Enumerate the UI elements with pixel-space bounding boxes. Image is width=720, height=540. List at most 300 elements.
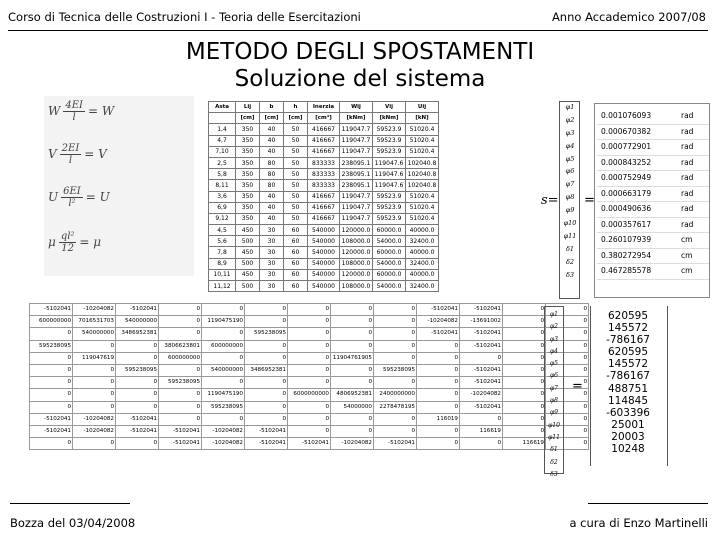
dof-symbol: δ3 [565, 270, 575, 279]
matrix-cell: 540000000 [73, 328, 116, 340]
beam-cell: 60000.0 [373, 225, 406, 236]
dof-symbol: φ5 [565, 154, 575, 163]
beam-cell: 102040.8 [406, 180, 439, 191]
matrix-row [30, 352, 589, 364]
displacement-value: 0.000663179 [601, 188, 652, 198]
matrix-cell: 0 [374, 377, 417, 389]
matrix-cell: 0 [116, 377, 159, 389]
beam-cell: 60 [284, 281, 308, 292]
beam-cell: 60 [284, 247, 308, 258]
matrix-cell: -10204082 [73, 304, 116, 316]
displacement-unit: rad [681, 188, 694, 198]
dof-symbol: δ1 [565, 244, 575, 253]
beam-cell: 6,9 [209, 202, 236, 213]
displacement-unit: cm [681, 266, 693, 275]
force-value: 488751 [607, 382, 649, 395]
matrix-cell: 0 [245, 413, 288, 425]
matrix-cell: 0 [288, 328, 331, 340]
matrix-cell: 0 [116, 389, 159, 401]
matrix-cell: 0 [546, 389, 589, 401]
academic-year: Anno Accademico 2007/08 [551, 10, 706, 24]
beam-cell: 60 [284, 225, 308, 236]
beam-row [209, 269, 439, 280]
dof-symbol: φ1 [565, 103, 575, 111]
beam-cell: 120000.0 [340, 247, 373, 258]
beam-cell: 40000.0 [406, 247, 439, 258]
matrix-cell: 0 [288, 425, 331, 437]
beam-cell: 416667 [308, 124, 340, 135]
force-dof-symbol: φ8 [549, 397, 559, 405]
formula-w: W $\frac{4EI}{l}$ = W [48, 100, 115, 123]
beam-cell: 40000.0 [406, 225, 439, 236]
beam-row [209, 169, 439, 180]
matrix-cell: 0 [331, 413, 374, 425]
matrix-cell: 0 [331, 316, 374, 328]
matrix-row [30, 413, 589, 425]
matrix-cell: 600000000 [159, 352, 202, 364]
beam-row [209, 180, 439, 191]
matrix-cell: 0 [288, 304, 331, 316]
matrix-cell: 0 [159, 389, 202, 401]
matrix-cell: 595238095 [116, 364, 159, 376]
matrix-cell: 0 [503, 377, 546, 389]
displacement-row [597, 125, 709, 141]
matrix-cell: 0 [546, 401, 589, 413]
matrix-cell: 0 [288, 401, 331, 413]
matrix-cell: 0 [417, 401, 460, 413]
matrix-cell: 0 [546, 438, 589, 450]
beam-cell: 30 [260, 258, 284, 269]
matrix-cell: -5102041 [417, 304, 460, 316]
force-values [593, 310, 663, 455]
beam-cell: 32400.0 [406, 258, 439, 269]
matrix-cell: 116619 [460, 425, 503, 437]
beam-cell: 350 [236, 213, 260, 224]
matrix-cell: 595238095 [30, 340, 73, 352]
displacement-unit: rad [681, 204, 694, 213]
beam-cell: 8,11 [209, 180, 236, 191]
displacement-value: 0.467285578 [601, 266, 652, 275]
matrix-cell: 0 [116, 340, 159, 352]
matrix-cell: -10204082 [331, 438, 374, 450]
matrix-cell: 116619 [503, 438, 546, 450]
beam-cell: 119047.6 [373, 180, 406, 191]
beam-cell: 119047.6 [373, 157, 406, 168]
beam-cell: 54000.0 [373, 236, 406, 247]
matrix-cell: 116019 [417, 413, 460, 425]
matrix-cell: 0 [245, 377, 288, 389]
beam-cell: 450 [236, 247, 260, 258]
dof-symbol: φ6 [565, 167, 575, 176]
force-dof-symbol: δ1 [550, 446, 558, 454]
matrix-cell: -10204082 [417, 316, 460, 328]
matrix-cell: 0 [546, 364, 589, 376]
displacement-row [597, 109, 709, 125]
matrix-cell: 0 [374, 352, 417, 364]
force-value: 620595 [607, 346, 649, 359]
matrix-cell: 0 [202, 377, 245, 389]
beam-cell: 350 [236, 135, 260, 146]
matrix-cell: 0 [460, 352, 503, 364]
beam-cell: 51020.4 [406, 124, 439, 135]
matrix-cell: 0 [288, 340, 331, 352]
beam-cell: 102040.8 [406, 157, 439, 168]
matrix-row [30, 425, 589, 437]
displacement-value: 0.260107939 [601, 235, 652, 244]
matrix-cell: 0 [116, 401, 159, 413]
beam-cell: 40 [260, 191, 284, 202]
matrix-cell: -5102041 [460, 304, 503, 316]
beam-cell: 238095.1 [340, 169, 373, 180]
footer-rule-left [10, 503, 130, 504]
beam-cell: 54000.0 [373, 258, 406, 269]
beam-cell: 59523.9 [373, 146, 406, 157]
matrix-cell: 0 [116, 438, 159, 450]
displacement-unit: cm [681, 235, 693, 244]
displacement-value: 0.000772901 [601, 142, 652, 151]
col-inertia: Inerzia [308, 102, 340, 113]
displacement-unit: rad [681, 111, 694, 120]
beam-header-row [209, 102, 439, 113]
matrix-cell: -5102041 [460, 377, 503, 389]
formula-mu: μ $\frac{\text{ql²}}{12}$ = μ [48, 231, 102, 254]
beam-cell: 40 [260, 213, 284, 224]
matrix-row [30, 304, 589, 316]
displacement-value: 0.000752949 [601, 173, 652, 182]
matrix-cell: 0 [503, 352, 546, 364]
s-vector-label: s= [541, 193, 559, 208]
force-dof-symbol: φ4 [549, 347, 559, 355]
unit-cell: [cm] [236, 113, 260, 124]
matrix-cell: -5102041 [159, 425, 202, 437]
matrix-cell: 0 [503, 340, 546, 352]
matrix-cell: -10204082 [460, 389, 503, 401]
beam-row [209, 157, 439, 168]
displacement-row [597, 249, 709, 265]
beam-row [209, 202, 439, 213]
matrix-cell: -5102041 [245, 425, 288, 437]
dof-symbol: φ11 [563, 231, 577, 240]
matrix-cell: 595238095 [374, 364, 417, 376]
beam-cell: 80 [260, 180, 284, 191]
dof-symbol: δ2 [565, 257, 575, 266]
displacement-unit: rad [681, 142, 694, 151]
force-value: -786167 [606, 334, 650, 347]
formula-u: U $\frac{6EI}{\text{l²}}$ = U [48, 186, 110, 209]
matrix-cell: 0 [417, 364, 460, 376]
beam-cell: 50 [284, 135, 308, 146]
force-dof-symbol: φ1 [549, 311, 559, 318]
displacement-value: 0.000843252 [601, 157, 652, 167]
beam-row [209, 225, 439, 236]
beam-cell: 833333 [308, 169, 340, 180]
matrix-cell: 0 [73, 340, 116, 352]
force-value: 10248 [611, 443, 645, 456]
dof-symbol: φ4 [565, 141, 575, 150]
force-value: 114845 [607, 394, 649, 407]
beam-cell: 350 [236, 146, 260, 157]
beam-cell: 30 [260, 281, 284, 292]
beam-row [209, 146, 439, 157]
matrix-cell: 0 [245, 340, 288, 352]
force-value: 20003 [611, 430, 645, 443]
matrix-cell: 0 [374, 316, 417, 328]
author-credit: a cura di Enzo Martinelli [569, 516, 708, 530]
beam-cell: 50 [284, 157, 308, 168]
displacement-unit: rad [681, 219, 694, 229]
beam-cell: 50 [284, 146, 308, 157]
displacement-row [597, 171, 709, 187]
matrix-cell: -5102041 [460, 340, 503, 352]
beam-cell: 119047.7 [340, 191, 373, 202]
formula-v: V $\frac{2EI}{l}$ = V [48, 143, 107, 166]
beam-cell: 11,12 [209, 281, 236, 292]
matrix-cell: 0 [73, 377, 116, 389]
displacement-unit: rad [681, 126, 694, 136]
matrix-cell: 1190475190 [202, 389, 245, 401]
displacement-value: 0.000670382 [601, 126, 652, 136]
beam-cell: 540000 [308, 236, 340, 247]
displacement-unit: rad [681, 157, 694, 167]
matrix-cell: 0 [288, 316, 331, 328]
col-asta: Asta [209, 102, 236, 113]
matrix-cell: 0 [331, 340, 374, 352]
beam-cell: 2,5 [209, 157, 236, 168]
matrix-cell: 0 [245, 316, 288, 328]
col-w: Wij [340, 102, 373, 113]
beam-cell: 119047.7 [340, 135, 373, 146]
matrix-cell: 0 [30, 352, 73, 364]
beam-cell: 9,12 [209, 213, 236, 224]
beam-row [209, 258, 439, 269]
matrix-cell: -5102041 [374, 438, 417, 450]
beam-cell: 500 [236, 281, 260, 292]
matrix-cell: 0 [159, 413, 202, 425]
col-height: h [284, 102, 308, 113]
stiffness-matrix [29, 303, 589, 450]
beam-cell: 540000 [308, 258, 340, 269]
beam-cell: 40 [260, 146, 284, 157]
beam-cell: 50 [284, 191, 308, 202]
matrix-cell: 0 [546, 316, 589, 328]
matrix-cell: 0 [503, 316, 546, 328]
matrix-cell: 0 [417, 377, 460, 389]
force-dof-symbol: φ2 [549, 323, 559, 331]
matrix-cell: -5102041 [159, 438, 202, 450]
unit-cell: [cm] [284, 113, 308, 124]
beam-cell: 60 [284, 236, 308, 247]
matrix-cell: 0 [202, 328, 245, 340]
col-u: Uij [406, 102, 439, 113]
matrix-cell: 0 [30, 401, 73, 413]
beam-cell: 59523.9 [373, 191, 406, 202]
displacement-symbols [563, 101, 577, 281]
matrix-cell: -10204082 [73, 425, 116, 437]
unit-cell: [cm] [260, 113, 284, 124]
equals-sign-2: = [572, 379, 583, 394]
beam-cell: 10,11 [209, 269, 236, 280]
matrix-row [30, 328, 589, 340]
displacement-row [597, 233, 709, 249]
matrix-cell: -5102041 [116, 304, 159, 316]
footer-rule-right [588, 503, 708, 504]
beam-cell: 30 [260, 236, 284, 247]
beam-cell: 540000 [308, 225, 340, 236]
matrix-cell: 0 [417, 352, 460, 364]
col-v: Vij [373, 102, 406, 113]
matrix-cell: 0 [503, 328, 546, 340]
dof-symbol: φ10 [563, 219, 577, 228]
force-dof-symbol: δ3 [550, 470, 558, 478]
beam-cell: 3,6 [209, 191, 236, 202]
matrix-cell: 0 [417, 425, 460, 437]
beam-cell: 450 [236, 269, 260, 280]
beam-cell: 238095.1 [340, 157, 373, 168]
beam-cell: 119047.7 [340, 202, 373, 213]
beam-cell: 119047.7 [340, 124, 373, 135]
matrix-cell: 0 [331, 328, 374, 340]
beam-cell: 119047.6 [373, 169, 406, 180]
matrix-cell: -13691002 [460, 316, 503, 328]
beam-cell: 7,10 [209, 146, 236, 157]
displacement-value: 0.000490636 [601, 204, 652, 213]
beam-cell: 500 [236, 258, 260, 269]
displacement-unit: rad [681, 173, 694, 182]
matrix-cell: 0 [503, 413, 546, 425]
matrix-cell: -5102041 [288, 438, 331, 450]
matrix-cell: -10204082 [202, 425, 245, 437]
matrix-cell: 2400000000 [374, 389, 417, 401]
equals-sign-1: = [584, 193, 595, 208]
beam-cell: 5,6 [209, 236, 236, 247]
unit-cell: [cm⁴] [308, 113, 340, 124]
col-length: Lij [236, 102, 260, 113]
beam-cell: 540000 [308, 247, 340, 258]
beam-cell: 4,5 [209, 225, 236, 236]
force-dof-symbol: φ7 [549, 384, 559, 392]
force-value: -786167 [606, 370, 650, 383]
matrix-cell: -5102041 [116, 425, 159, 437]
displacement-value: 0.000357617 [601, 219, 652, 229]
beam-cell: 30 [260, 225, 284, 236]
course-title: Corso di Tecnica delle Costruzioni I - Teoria delle Esercitazioni [8, 10, 361, 24]
matrix-cell: 0 [288, 377, 331, 389]
matrix-cell: 0 [503, 389, 546, 401]
matrix-cell: 595238095 [159, 377, 202, 389]
matrix-cell: 0 [460, 438, 503, 450]
matrix-cell: 2278478195 [374, 401, 417, 413]
matrix-cell: 540000000 [116, 316, 159, 328]
beam-cell: 50 [284, 169, 308, 180]
beam-cell: 120000.0 [340, 225, 373, 236]
matrix-cell: -5102041 [30, 304, 73, 316]
matrix-cell: 0 [374, 413, 417, 425]
matrix-cell: 0 [30, 377, 73, 389]
matrix-cell: 0 [245, 401, 288, 413]
matrix-cell: 0 [503, 425, 546, 437]
dof-symbol: φ8 [565, 193, 575, 202]
dof-symbol: φ7 [565, 180, 575, 189]
beam-cell: 238095.1 [340, 180, 373, 191]
unit-cell: [kNm] [340, 113, 373, 124]
beam-cell: 120000.0 [340, 269, 373, 280]
unit-cell: [kN] [406, 113, 439, 124]
beam-cell: 350 [236, 169, 260, 180]
beam-cell: 108000.0 [340, 258, 373, 269]
beam-cell: 416667 [308, 213, 340, 224]
displacement-row [597, 202, 709, 218]
matrix-cell: -10204082 [202, 438, 245, 450]
matrix-cell: -5102041 [30, 413, 73, 425]
matrix-cell: -5102041 [116, 413, 159, 425]
matrix-cell: 0 [245, 304, 288, 316]
matrix-cell: 0 [503, 364, 546, 376]
matrix-row [30, 340, 589, 352]
matrix-row [30, 438, 589, 450]
beam-cell: 30 [260, 269, 284, 280]
beam-cell: 833333 [308, 180, 340, 191]
matrix-cell: 1190475190 [202, 316, 245, 328]
beam-cell: 51020.4 [406, 135, 439, 146]
matrix-row [30, 316, 589, 328]
force-value: -603396 [606, 406, 650, 419]
matrix-row [30, 401, 589, 413]
displacement-value: 0.380272954 [601, 250, 652, 260]
beam-cell: 60 [284, 258, 308, 269]
force-value: 25001 [611, 418, 645, 431]
matrix-cell: 11904761905 [331, 352, 374, 364]
beam-units-row [209, 113, 439, 124]
beam-cell: 119047.7 [340, 146, 373, 157]
matrix-cell: 0 [73, 401, 116, 413]
matrix-cell: 0 [374, 425, 417, 437]
matrix-cell: 0 [202, 304, 245, 316]
matrix-cell: 0 [331, 364, 374, 376]
matrix-cell: -5102041 [460, 401, 503, 413]
matrix-cell: -5102041 [30, 425, 73, 437]
beam-cell: 450 [236, 225, 260, 236]
matrix-cell: 6000000000 [288, 389, 331, 401]
beam-cell: 59523.9 [373, 202, 406, 213]
matrix-cell: 0 [73, 364, 116, 376]
beam-cell: 7,8 [209, 247, 236, 258]
matrix-cell: 600000000 [30, 316, 73, 328]
matrix-cell: 3486952381 [116, 328, 159, 340]
beam-cell: 119047.7 [340, 213, 373, 224]
matrix-cell: -5102041 [460, 328, 503, 340]
matrix-cell: 540000000 [202, 364, 245, 376]
displacement-row [597, 264, 709, 280]
beam-row [209, 191, 439, 202]
force-value: 145572 [607, 358, 649, 371]
beam-cell: 350 [236, 157, 260, 168]
matrix-cell: 600000000 [202, 340, 245, 352]
beam-cell: 51020.4 [406, 191, 439, 202]
matrix-row [30, 377, 589, 389]
beam-cell: 108000.0 [340, 236, 373, 247]
matrix-cell: 54000000 [331, 401, 374, 413]
beam-cell: 51020.4 [406, 213, 439, 224]
slide-title: METODO DEGLI SPOSTAMENTI [185, 39, 535, 65]
matrix-cell: 0 [73, 438, 116, 450]
matrix-cell: 0 [116, 352, 159, 364]
beam-cell: 108000.0 [340, 281, 373, 292]
matrix-cell: -5102041 [460, 364, 503, 376]
matrix-cell: 0 [159, 316, 202, 328]
matrix-cell: 0 [546, 328, 589, 340]
force-value: 145572 [607, 322, 649, 335]
beam-cell: 540000 [308, 281, 340, 292]
